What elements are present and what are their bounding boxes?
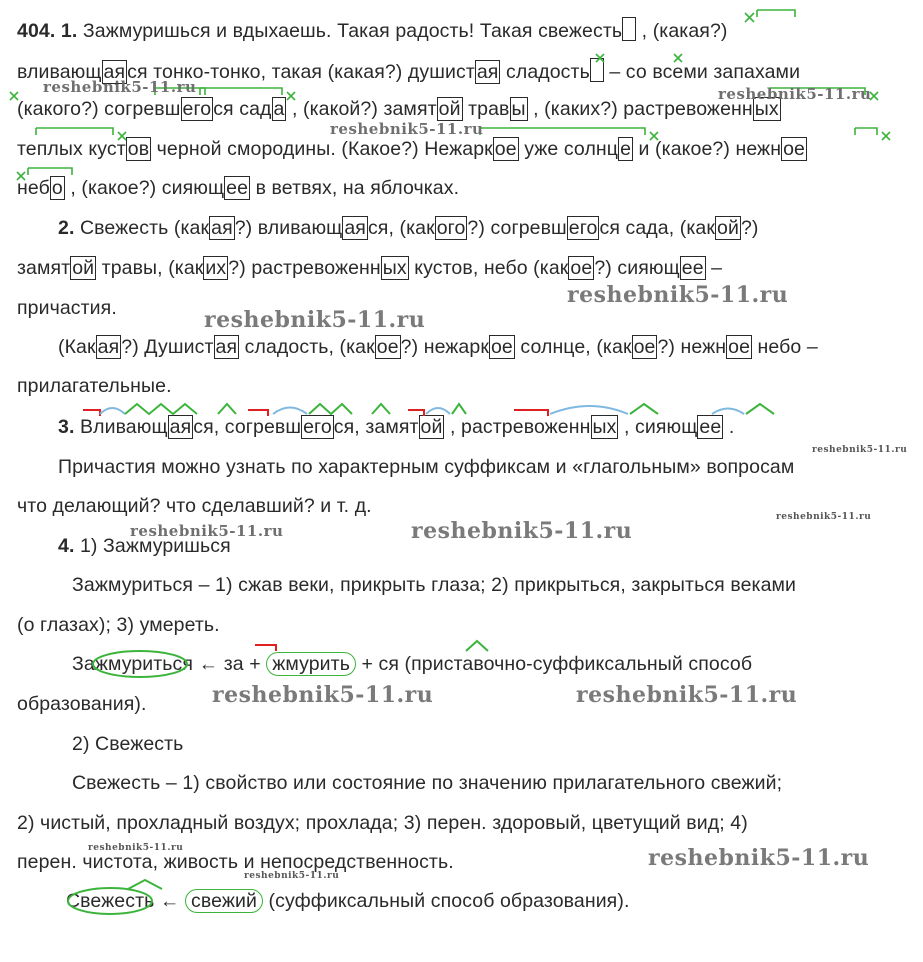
ending-box: ее: [226, 177, 249, 199]
prefix-za: за: [223, 653, 244, 675]
text: замят: [17, 257, 71, 279]
text: ?) вливающ: [234, 217, 343, 239]
ending-box: ая: [215, 336, 238, 358]
paragraph-1-line-4: [17, 137, 807, 161]
text: ?) нежарк: [400, 336, 489, 358]
text: .: [723, 416, 735, 438]
paragraph-2-line-4: [58, 335, 818, 359]
text: , (какая?): [636, 20, 728, 42]
base-zhmurit-oval: жмурить: [266, 652, 356, 676]
plus-text: +: [243, 653, 267, 675]
root-arc: [273, 408, 307, 415]
part-number: 4.: [58, 535, 75, 557]
suffix-mark: [309, 404, 352, 414]
suffix-mark: [746, 404, 774, 414]
text: –: [705, 257, 723, 279]
text: , (какое?) сияющ: [64, 177, 225, 199]
paragraph-2-line-5: [17, 374, 172, 398]
ending-box: ое: [728, 336, 751, 358]
watermark: reshebnik5-11.ru: [212, 682, 434, 708]
text: в ветвях, на яблочках.: [250, 177, 460, 199]
paragraph-4-line-9: [17, 850, 454, 874]
text: неб: [17, 177, 50, 199]
ending-box: ая: [97, 336, 120, 358]
text: ся, замят: [333, 416, 419, 438]
ending-box: ое: [783, 138, 805, 160]
text: Свежесть – 1) свойство или состояние по значению прилагательного свежий;: [72, 772, 783, 794]
ending-box: ой: [420, 416, 443, 438]
text: ся сада, (как: [599, 217, 715, 239]
ending-box: ых: [382, 257, 407, 279]
text: (какого?) согревш: [17, 98, 181, 120]
text: , (каких?) растревоженн: [527, 98, 753, 120]
text: что делающий? что сделавший? и т. д.: [17, 495, 372, 517]
text: образования).: [17, 693, 147, 715]
ending-box: ой: [72, 257, 95, 279]
plus-text: +: [355, 653, 379, 675]
ending-box: а: [273, 98, 285, 120]
text: сладость, (как: [239, 336, 375, 358]
ending-box: ое: [570, 257, 593, 279]
text: ?): [740, 217, 759, 239]
word-svezhest: Свежесть: [66, 890, 155, 912]
root-arc: [100, 408, 125, 414]
text: , (какой?) замят: [286, 98, 437, 120]
paragraph-2-line-2: [17, 256, 722, 280]
part-number: 2.: [58, 217, 75, 239]
paragraph-4-line-2: [72, 573, 796, 597]
watermark: reshebnik5-11.ru: [330, 120, 484, 138]
watermark: reshebnik5-11.ru: [567, 282, 789, 308]
root-arc: [426, 408, 450, 414]
suffix-mark: [466, 641, 488, 651]
ending-box: ых: [592, 416, 617, 438]
text: Свежесть (как: [74, 217, 210, 239]
empty-ending-box: [622, 17, 636, 41]
text: ся тонко-тонко, такая (какая?) душист: [127, 61, 475, 83]
ending-box: ая: [476, 61, 499, 83]
paragraph-4-line-8: [17, 811, 748, 835]
suffix-mark: [630, 404, 658, 414]
ending-box: ое: [490, 336, 513, 358]
text: , растревоженн: [444, 416, 591, 438]
paragraph-2-line-3: [17, 296, 117, 320]
paragraph-3-line-2: [58, 455, 794, 479]
ending-box: его: [182, 98, 212, 120]
text: 1) Зажмуришься: [74, 535, 231, 557]
text: Зажмуриться – 1) сжав веки, прикрыть глаза; 2) прикрыться, закрыться веками: [72, 574, 797, 596]
text: ?) Душист: [121, 336, 214, 358]
text: теплых куст: [17, 138, 126, 160]
part-number: 3.: [58, 416, 75, 438]
paragraph-1-line-3: [17, 97, 781, 121]
text: (суффиксальный способ образования).: [262, 890, 630, 912]
text: – со всеми запахами: [603, 61, 801, 83]
watermark: reshebnik5-11.ru: [130, 522, 284, 540]
ending-box: ой: [438, 98, 461, 120]
suffix-mark: [218, 404, 236, 414]
paragraph-4-line-6: [72, 732, 183, 756]
base-svezhiy-oval: свежий: [185, 889, 263, 913]
arrow-text: ←: [154, 890, 186, 912]
ending-mark: [855, 128, 890, 140]
ending-box: ая: [344, 217, 366, 239]
paragraph-3-line-1: [58, 415, 734, 439]
ending-box: ое: [376, 336, 399, 358]
suffix-sya: ся: [378, 653, 400, 675]
ending-box: его: [303, 416, 332, 438]
text: трав: [462, 98, 510, 120]
exercise-number: 404.: [17, 20, 56, 42]
ending-box: ое: [633, 336, 656, 358]
prefix-mark: [255, 645, 276, 651]
text: 2) Свежесть: [72, 733, 184, 755]
watermark: reshebnik5-11.ru: [204, 307, 426, 333]
text: ?) нежн: [657, 336, 727, 358]
text: сладость: [500, 61, 590, 83]
text: ся сад: [213, 98, 272, 120]
empty-ending-box: [590, 58, 604, 82]
ending-box: о: [51, 177, 63, 199]
ending-box: ее: [681, 257, 704, 279]
paragraph-4-line-7: [72, 771, 782, 795]
ending-box: ов: [127, 138, 150, 160]
text: прилагательные.: [17, 375, 172, 397]
paragraph-1-line-5: [17, 176, 459, 200]
paragraph-2-line-1: [58, 216, 759, 240]
text: , сияющ: [618, 416, 698, 438]
paragraph-4-line-3: [17, 613, 220, 637]
text: ся, согревш: [193, 416, 302, 438]
watermark: reshebnik5-11.ru: [88, 843, 184, 853]
watermark: reshebnik5-11.ru: [411, 518, 633, 544]
text: 2) чистый, прохладный воздух; прохлада; 3) перен. здоровый, цветущий вид; 4): [17, 812, 748, 834]
text: кустов, небо (как: [408, 257, 569, 279]
text: ся, (как: [367, 217, 435, 239]
text: небо –: [752, 336, 818, 358]
watermark: reshebnik5-11.ru: [776, 512, 872, 522]
paragraph-3-line-3: [17, 494, 372, 518]
watermark: reshebnik5-11.ru: [43, 78, 197, 96]
suffix-mark: [125, 404, 197, 414]
text: ?) растревоженн: [228, 257, 381, 279]
text: уже солнц: [518, 138, 619, 160]
ending-box: ого: [436, 217, 466, 239]
watermark: reshebnik5-11.ru: [648, 845, 870, 871]
text: черной смородины. (Какое?) Нежарк: [151, 138, 493, 160]
suffix-mark: [372, 404, 390, 414]
text: причастия.: [17, 297, 117, 319]
ending-box: ой: [717, 217, 739, 239]
ending-mark: [745, 10, 795, 22]
text: ?) сияющ: [594, 257, 680, 279]
ending-box: ы: [511, 98, 526, 120]
paragraph-4-line-10: [66, 889, 629, 913]
ending-box: их: [205, 257, 227, 279]
watermark: reshebnik5-11.ru: [718, 85, 872, 103]
text: (о глазах); 3) умереть.: [17, 614, 220, 636]
suffix-mark: [452, 404, 466, 414]
text: (Как: [58, 336, 96, 358]
paragraph-1-line-1: [17, 17, 728, 43]
arrow-text: ←: [193, 653, 224, 675]
watermark: reshebnik5-11.ru: [244, 871, 340, 881]
ending-box: ая: [169, 416, 192, 438]
paragraph-4-line-5: [17, 692, 146, 716]
ending-box: ых: [754, 98, 779, 120]
word-zazhmuritsya: Зажмуриться: [72, 653, 194, 675]
text: солнце, (как: [514, 336, 632, 358]
text: (приставочно-суффиксальный способ: [399, 653, 753, 675]
watermark: reshebnik5-11.ru: [576, 682, 798, 708]
root-arc: [550, 406, 628, 414]
suffix-mark: [128, 880, 162, 889]
text: Причастия можно узнать по характерным суффиксам и «глагольным» вопросам: [58, 456, 795, 478]
text: и (какое?) нежн: [633, 138, 782, 160]
text: Вливающ: [74, 416, 168, 438]
root-arc: [712, 409, 744, 415]
ending-box: его: [568, 217, 598, 239]
watermark: reshebnik5-11.ru: [812, 445, 908, 455]
ending-box: ее: [699, 416, 722, 438]
text: ?) согревш: [467, 217, 567, 239]
part-number: 1.: [60, 20, 78, 42]
ending-box: ая: [103, 61, 126, 83]
text: Зажмуришься и вдыхаешь. Такая радость! Такая свежесть: [77, 20, 623, 42]
ending-box: ая: [211, 217, 233, 239]
text: вливающ: [17, 61, 102, 83]
text: травы, (как: [96, 257, 204, 279]
text: перен. чистота, живость и непосредственность.: [17, 851, 454, 873]
ending-box: ое: [494, 138, 517, 160]
ending-box: е: [620, 138, 632, 160]
paragraph-4-line-4: [72, 652, 752, 676]
